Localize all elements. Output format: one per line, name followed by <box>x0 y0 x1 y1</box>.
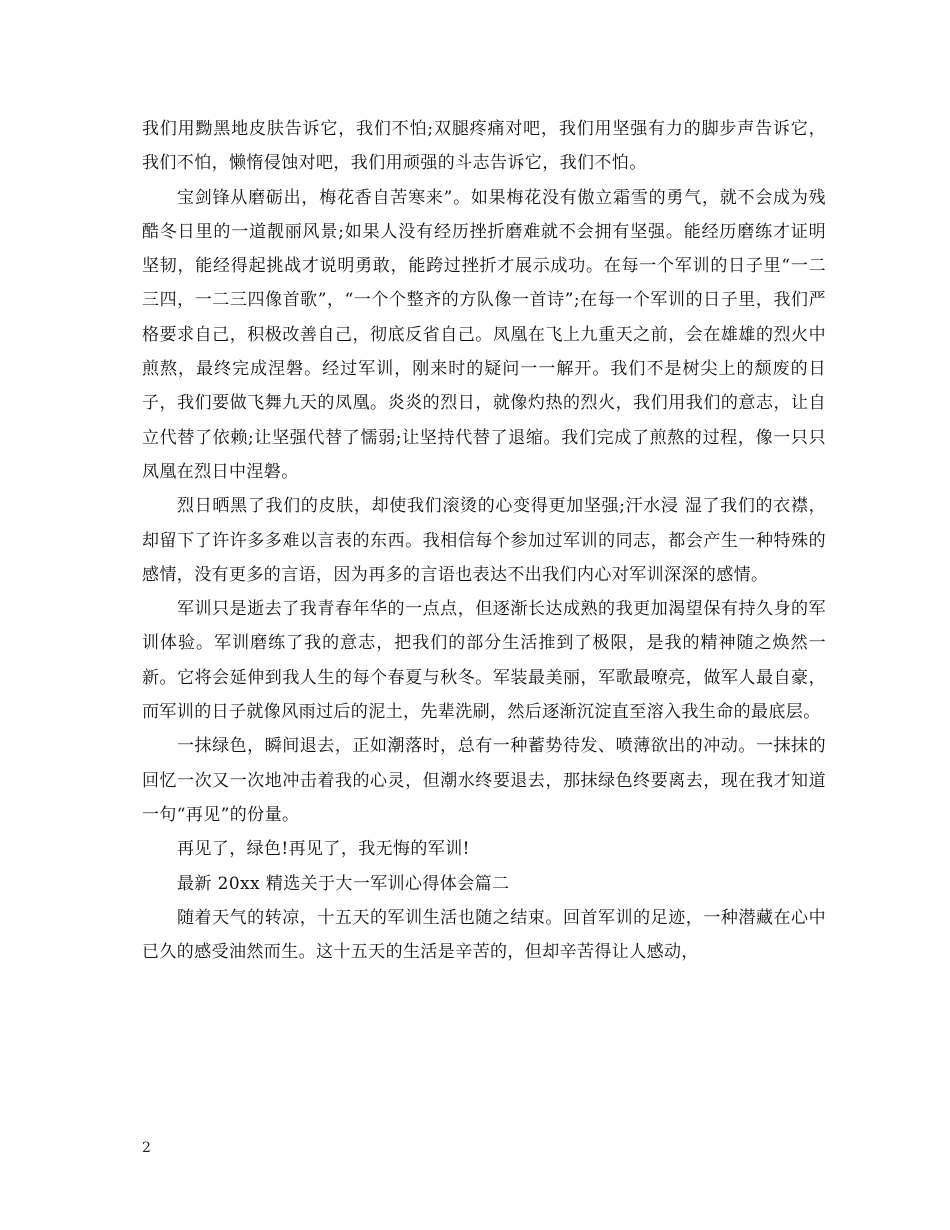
paragraph-6: 再见了，绿色!再见了，我无悔的军训! <box>177 839 470 860</box>
paragraph-2: 宝剑锋从磨砺出，梅花香自苦寒来”。如果梅花没有傲立霜雪的勇气，就不会成为残酷冬日里的一道靓丽风景;如果人没有经历挫折磨难就不会拥有坚强。能经历磨练才证明坚韧，能经得起挑战才说明勇敢，能跨过挫折才展示成功。在每一个军训的日子里“一二三四，一二三四像首歌”，“一个个整齐的方队像一首诗”;在每一个军训的日子里，我们严格要求自己，积极改善自己，彻底反省自己。凤凰在飞上九重天之前，会在雄雄的烈火中煎熬，最终完成涅磐。经过军训，刚来时的疑问一一解开。我们不是树尖上的颓废的日子，我们要做飞舞九天的凤凰。炎炎的烈日，就像灼热的烈火，我们用我们的意志，让自立代替了依赖;让坚强代替了懦弱;让坚持代替了退缩。我们完成了煎熬的过程，像一只只凤凰在烈日中涅磐。 <box>142 187 826 482</box>
page-number: 2 <box>142 1140 151 1156</box>
paragraph-4: 军训只是逝去了我青春年华的一点点，但逐渐长达成熟的我更加渴望保有持久身的军训体验。军训磨练了我的意志，把我们的部分生活推到了极限，是我的精神随之焕然一新。它将会延伸到我人生的每个春夏与秋冬。军装最美丽，军歌最嘹亮，做军人最自豪，而军训的日子就像风雨过后的泥土，先辈洗刷，然后逐渐沉淀直至溶入我生命的最底层。 <box>142 599 826 723</box>
section-heading: 最新 20xx 精选关于大一军训心得体会篇二 <box>177 873 510 894</box>
paragraph-7: 随着天气的转凉，十五天的军训生活也随之结束。回首军训的足迹，一种潜藏在心中已久的感受油然而生。这十五天的生活是辛苦的，但却辛苦得让人感动， <box>142 907 826 963</box>
document-body <box>142 112 826 969</box>
paragraph-3: 烈日晒黑了我们的皮肤，却使我们滚烫的心变得更加坚强;汗水浸 湿了我们的衣襟，却留下了许许多多难以言表的东西。我相信每个参加过军训的同志，都会产生一种特殊的感情，没有更多的言语，因为再多的言语也表达不出我们内心对军训深深的感情。 <box>142 496 826 585</box>
paragraph-1: 我们用黝黑地皮肤告诉它，我们不怕;双腿疼痛对吧，我们用坚强有力的脚步声告诉它，我们不怕，懒惰侵蚀对吧，我们用顽强的斗志告诉它，我们不怕。 <box>142 119 826 174</box>
paragraph-5: 一抹绿色，瞬间退去，正如潮落时，总有一种蓄势待发、喷薄欲出的冲动。一抹抹的回忆一次又一次地冲击着我的心灵，但潮水终要退去，那抹绿色终要离去，现在我才知道一句“再见”的份量。 <box>142 736 826 825</box>
